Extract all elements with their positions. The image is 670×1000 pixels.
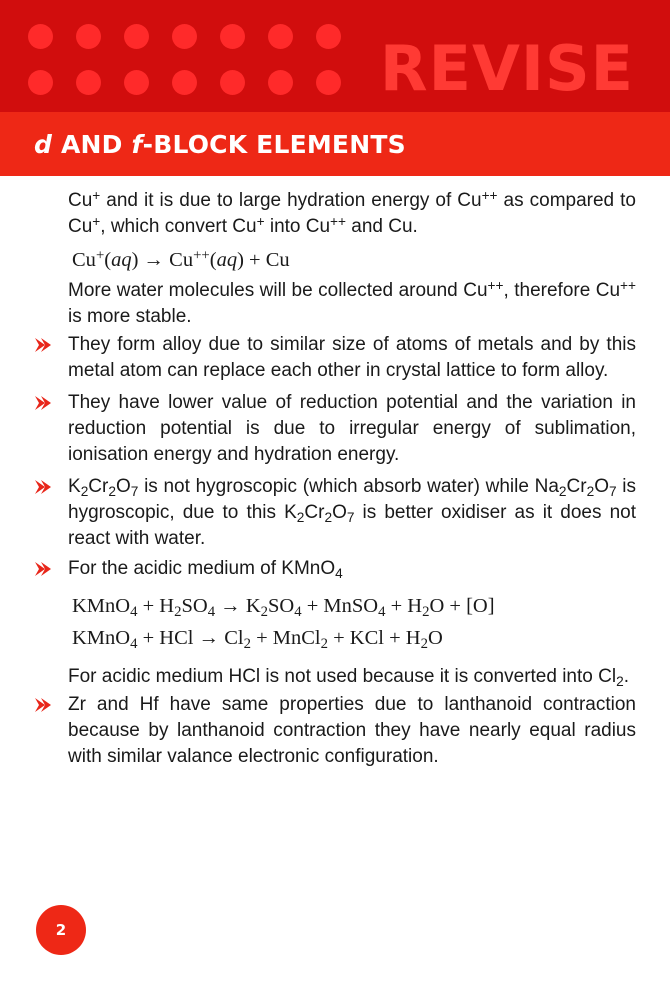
paragraph-hcl-note: For acidic medium HCl is not used because it is converted into $Cl_2$. (68, 666, 629, 689)
dot-icon (268, 70, 293, 95)
bullet-text: They form alloy due to similar size of atoms of metals and by this metal atom can replace each other in crystal lattice to form alloy. (68, 334, 636, 381)
list-item (68, 556, 636, 582)
dot-icon (172, 70, 197, 95)
list-item (68, 692, 636, 770)
paragraph-stability: More water molecules will be collected around Cu++, therefore Cu++ is more stable. (68, 277, 636, 327)
arrow-right-icon (32, 334, 56, 356)
header-banner (0, 0, 670, 112)
arrow-right-icon (32, 476, 56, 498)
page-content (68, 188, 636, 770)
dot-icon (124, 70, 149, 95)
dot-icon (268, 24, 293, 49)
equation-disproportionation: Cu+(aq) → Cu++(aq) + Cu (72, 247, 290, 271)
dot-icon (220, 70, 245, 95)
arrow-right-icon (32, 694, 56, 716)
bullet-text: They have lower value of reduction potential and the variation in reduction potential is due to irregular energy of sublimation, ionisation energy and hydration energy. (68, 392, 636, 465)
dot-icon (220, 24, 245, 49)
arrow-right-icon (32, 558, 56, 580)
dot-icon (76, 70, 101, 95)
bullet-text: $K_2Cr_2O_7$ is not hygroscopic (which absorb water) while $Na_2Cr_2O_7$ is hygroscopic, due to this $K_2Cr_2O_7$ is better oxidiser as it does not react with water. (68, 476, 637, 549)
page-number: 2 (36, 905, 86, 955)
list-item (68, 390, 636, 468)
equation-kmno4-h2so4: KMnO$_4$ + $H_2SO_4 \to K_2SO_4$ + MnSO$_4$ + $H_2O + [O]$ (72, 595, 495, 621)
dot-icon (28, 70, 53, 95)
dot-icon (316, 70, 341, 95)
brand-title: REVISE (379, 32, 634, 105)
section-title: d AND f-BLOCK ELEMENTS (34, 130, 406, 159)
arrow-right-icon (32, 392, 56, 414)
dot-icon (316, 24, 341, 49)
bullet-text: For the acidic medium of KMnO$_4$ (68, 558, 343, 581)
dot-icon (172, 24, 197, 49)
dot-icon (28, 24, 53, 49)
dot-icon (124, 24, 149, 49)
equation-kmno4-hcl: KMnO$_4$ + HCl → $Cl_2$ + MnCl$_2$ + KCl + $H_2O$ (72, 627, 443, 653)
list-item (68, 332, 636, 384)
list-item (68, 474, 636, 552)
paragraph-hydration: Cu+ and it is due to large hydration energy of Cu++ as compared to Cu+, which convert Cu+ into Cu++ and Cu. (68, 187, 636, 237)
dot-icon (76, 24, 101, 49)
bullet-text: Zr and Hf have same properties due to lanthanoid contraction because by lanthanoid contraction they have nearly equal radius with similar valance electronic configuration. (68, 694, 636, 767)
